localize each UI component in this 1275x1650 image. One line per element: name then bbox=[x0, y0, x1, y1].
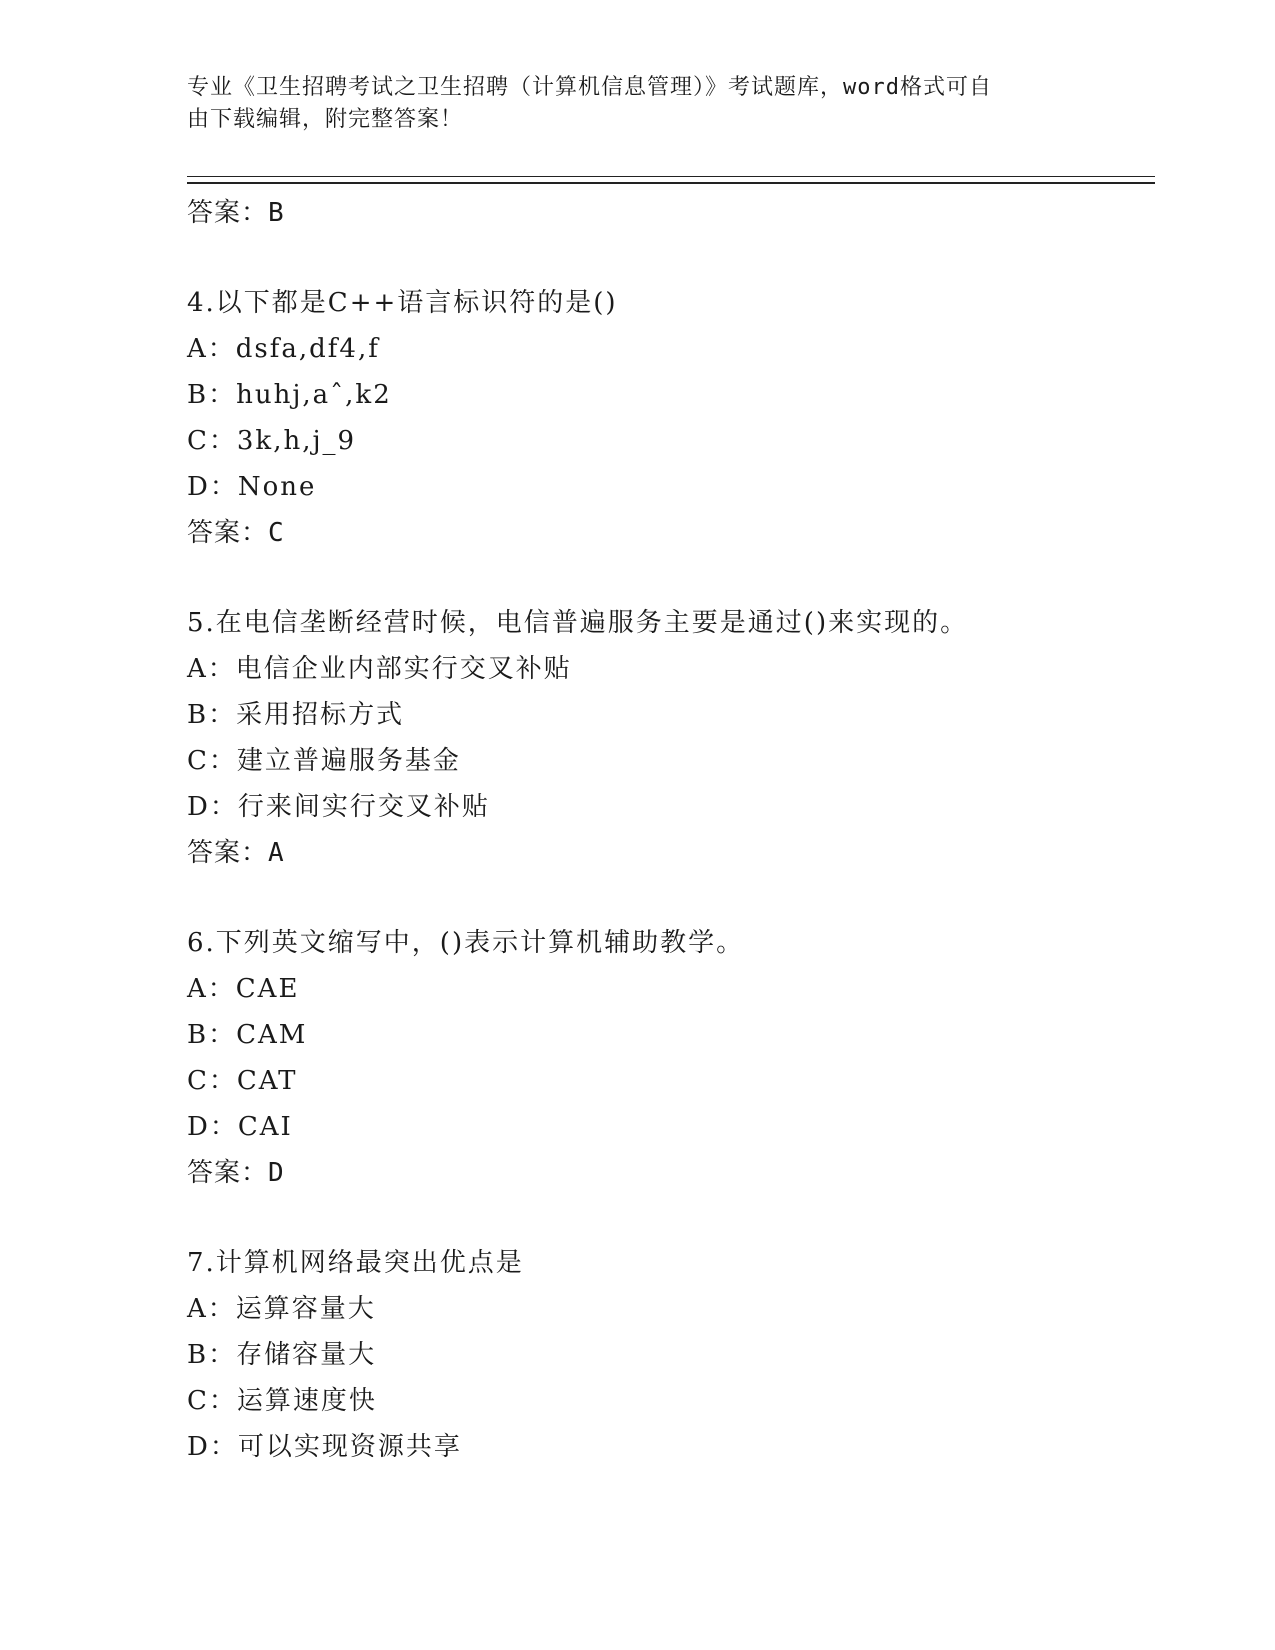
option-d: D：CAI bbox=[187, 1112, 293, 1142]
question-text: 5.在电信垄断经营时候，电信普遍服务主要是通过()来实现的。 bbox=[187, 608, 969, 638]
option-d: D：行来间实行交叉补贴 bbox=[187, 792, 490, 822]
option-a: A：电信企业内部实行交叉补贴 bbox=[187, 654, 572, 684]
question-text: 7.计算机网络最突出优点是 bbox=[187, 1248, 524, 1278]
question-item bbox=[187, 600, 1147, 876]
header-divider-thick bbox=[187, 182, 1155, 184]
answer-line: 答案：C bbox=[187, 518, 285, 548]
option-c: C：CAT bbox=[187, 1066, 298, 1096]
header-line-1: 专业《卫生招聘考试之卫生招聘（计算机信息管理）》考试题库，word格式可自 bbox=[187, 75, 992, 100]
option-c: C：建立普遍服务基金 bbox=[187, 746, 461, 776]
option-b: B：存储容量大 bbox=[187, 1340, 377, 1370]
answer-line: 答案：A bbox=[187, 838, 285, 868]
question-item bbox=[187, 1240, 1147, 1470]
option-b: B：CAM bbox=[187, 1020, 308, 1050]
answer-line: 答案：B bbox=[187, 198, 285, 228]
header-divider-thin bbox=[187, 176, 1155, 177]
option-c: C：3k,h,j_9 bbox=[187, 426, 357, 456]
question-text: 4.以下都是C++语言标识符的是() bbox=[187, 288, 618, 318]
option-a: A：dsfa,df4,f bbox=[187, 334, 380, 364]
option-a: A：运算容量大 bbox=[187, 1294, 376, 1324]
option-a: A：CAE bbox=[187, 974, 300, 1004]
document-header bbox=[187, 72, 1067, 136]
question-list bbox=[187, 190, 1147, 1470]
header-line-2: 由下载编辑，附完整答案！ bbox=[187, 107, 464, 132]
option-c: C：运算速度快 bbox=[187, 1386, 377, 1416]
question-item bbox=[187, 920, 1147, 1196]
answer-line: 答案：D bbox=[187, 1158, 285, 1188]
option-b: B：采用招标方式 bbox=[187, 700, 405, 730]
question-text: 6.下列英文缩写中，()表示计算机辅助教学。 bbox=[187, 928, 745, 958]
question-item bbox=[187, 280, 1147, 556]
option-d: D：None bbox=[187, 472, 317, 502]
option-d: D：可以实现资源共享 bbox=[187, 1432, 462, 1462]
option-b: B：huhj,aˆ,k2 bbox=[187, 380, 392, 410]
